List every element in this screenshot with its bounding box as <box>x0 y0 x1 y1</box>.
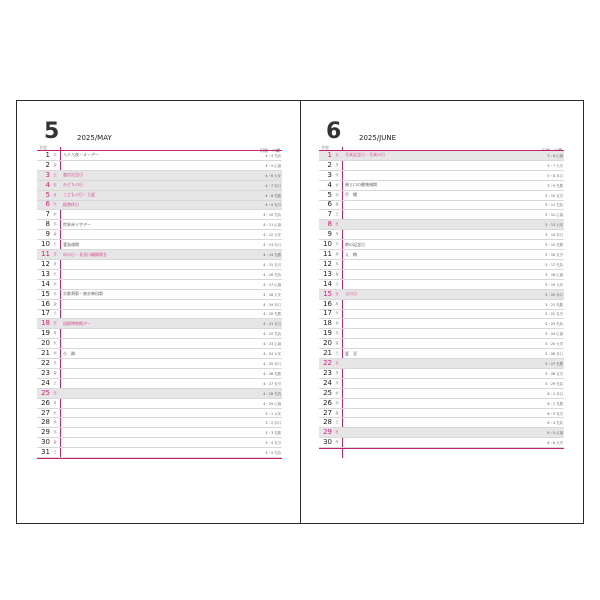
day-row <box>37 428 282 438</box>
lunar-rokuyo: 5・23 先負 <box>545 322 563 327</box>
lunar-rokuyo: 4・6 大安 <box>265 173 281 178</box>
day-number: 23 <box>41 368 50 377</box>
day-number: 16 <box>41 299 50 308</box>
day-number: 27 <box>323 408 332 417</box>
day-number: 3 <box>45 170 50 179</box>
day-note: 時の記念日 <box>345 241 365 247</box>
lunar-rokuyo: 5・4 友引 <box>265 441 281 446</box>
lunar-rokuyo: 5・12 仏滅 <box>545 213 563 218</box>
day-row <box>37 438 282 448</box>
weekday: 木 <box>335 400 339 405</box>
lunar-rokuyo: 4・5 仏滅 <box>265 163 281 168</box>
day-number: 10 <box>323 240 332 249</box>
month-label: 2025/MAY <box>77 134 112 142</box>
lunar-rokuyo: 5・9 先勝 <box>547 183 563 188</box>
lunar-rokuyo: 5・13 大安 <box>545 223 563 228</box>
lunar-rokuyo: 4・24 大安 <box>263 352 281 357</box>
day-row <box>319 171 564 181</box>
lunar-rokuyo: 4・15 友引 <box>263 262 281 267</box>
day-row <box>37 250 282 260</box>
schedule-header-label: 予定 <box>321 145 329 150</box>
weekday: 水 <box>335 182 339 187</box>
day-number: 15 <box>41 289 50 298</box>
lunar-rokuyo: 4・22 先負 <box>263 332 281 337</box>
lunar-rokuyo: 4・17 仏滅 <box>263 282 281 287</box>
day-list <box>37 151 282 458</box>
weekday: 木 <box>53 152 57 157</box>
day-number: 17 <box>323 309 332 318</box>
lunar-rokuyo: 6・5 仏滅 <box>547 431 563 436</box>
weekday: 水 <box>53 212 57 217</box>
day-number: 24 <box>41 378 50 387</box>
lunar-rokuyo: 5・1 大安 <box>265 411 281 416</box>
day-number: 26 <box>41 398 50 407</box>
lunar-rokuyo: 4・11 仏滅 <box>263 223 281 228</box>
lunar-rokuyo: 4・25 赤口 <box>263 361 281 366</box>
day-number: 20 <box>41 339 50 348</box>
day-number: 6 <box>327 200 332 209</box>
lunar-rokuyo: 4・29 仏滅 <box>263 401 281 406</box>
day-row <box>37 399 282 409</box>
lunar-rokuyo: 5・22 友引 <box>545 312 563 317</box>
day-row <box>37 290 282 300</box>
weekday: 火 <box>335 311 339 316</box>
day-row <box>319 240 564 250</box>
day-number: 31 <box>41 448 50 457</box>
weekday: 金 <box>335 410 339 415</box>
day-number: 3 <box>327 170 332 179</box>
day-row <box>37 389 282 399</box>
weekday: 火 <box>335 242 339 247</box>
day-note: 振替休日 <box>63 201 79 207</box>
day-number: 11 <box>41 250 50 259</box>
weekday: 水 <box>53 420 57 425</box>
lunar-rokuyo: 6・3 友引 <box>547 411 563 416</box>
weekday: 土 <box>53 380 57 385</box>
lunar-rokuyo: 4・23 仏滅 <box>263 342 281 347</box>
day-note: 愛鳥週間 <box>63 241 79 247</box>
day-number: 7 <box>45 210 50 219</box>
planner-spread <box>16 100 584 524</box>
day-number: 26 <box>323 398 332 407</box>
weekday: 土 <box>335 281 339 286</box>
day-row <box>319 161 564 171</box>
day-number: 8 <box>327 220 332 229</box>
day-number: 19 <box>323 329 332 338</box>
day-row <box>319 409 564 419</box>
month-number: 5 <box>44 119 59 144</box>
lunar-rokuyo: 5・3 先勝 <box>265 431 281 436</box>
lunar-rokuyo: 4・27 友引 <box>263 381 281 386</box>
weekday: 金 <box>53 301 57 306</box>
day-row <box>319 418 564 428</box>
day-number: 20 <box>323 339 332 348</box>
day-number: 24 <box>323 378 332 387</box>
day-number: 7 <box>327 210 332 219</box>
footer-rule <box>37 458 282 459</box>
weekday: 日 <box>335 222 339 227</box>
day-row <box>319 329 564 339</box>
day-number: 4 <box>45 180 50 189</box>
day-number: 10 <box>41 240 50 249</box>
weekday: 水 <box>335 390 339 395</box>
day-number: 22 <box>323 358 332 367</box>
day-note: 父の日 <box>345 291 357 297</box>
weekday: 土 <box>53 242 57 247</box>
day-row <box>37 260 282 270</box>
day-row <box>319 270 564 280</box>
weekday: 木 <box>335 192 339 197</box>
day-row <box>37 210 282 220</box>
day-note: 小 満 <box>63 350 75 356</box>
lunar-rokuyo: 4・13 赤口 <box>263 243 281 248</box>
day-number: 27 <box>41 408 50 417</box>
lunar-rokuyo: 4・4 先負 <box>265 153 281 158</box>
day-number: 5 <box>45 190 50 199</box>
day-row <box>37 329 282 339</box>
day-number: 14 <box>41 279 50 288</box>
weekday: 月 <box>53 261 57 266</box>
day-number: 22 <box>41 358 50 367</box>
day-note: 母の日・長良川鵜飼開き <box>63 251 107 257</box>
day-note: こどもの日・立夏 <box>63 192 95 198</box>
weekday: 水 <box>53 281 57 286</box>
weekday: 木 <box>53 360 57 365</box>
lunar-rokuyo: 6・2 先勝 <box>547 401 563 406</box>
day-note: 歯と口の健康週間 <box>345 182 377 188</box>
day-row <box>319 151 564 161</box>
day-row <box>319 181 564 191</box>
lunar-rokuyo: 5・2 赤口 <box>265 421 281 426</box>
day-note: 写真記念日・写真の日 <box>345 152 385 158</box>
weekday: 日 <box>53 390 57 395</box>
weekday: 月 <box>335 232 339 237</box>
day-number: 14 <box>323 279 332 288</box>
day-number: 28 <box>41 418 50 427</box>
day-number: 6 <box>45 200 50 209</box>
weekday: 土 <box>335 212 339 217</box>
schedule-header-label: 予定 <box>39 145 47 150</box>
day-note: 国際博物館デー <box>63 320 91 326</box>
day-row <box>37 240 282 250</box>
lunar-rokuyo: 4・10 先負 <box>263 213 281 218</box>
day-note: 入 梅 <box>345 251 357 257</box>
day-number: 21 <box>323 349 332 358</box>
weekday: 日 <box>335 152 339 157</box>
day-note: みどりの日 <box>63 182 83 188</box>
lunar-rokuyo: 4・21 友引 <box>263 322 281 327</box>
day-number: 1 <box>327 150 332 159</box>
weekday: 月 <box>53 192 57 197</box>
lunar-rokuyo: 5・21 先勝 <box>545 302 563 307</box>
weekday: 火 <box>53 341 57 346</box>
day-row <box>319 349 564 359</box>
day-row <box>319 319 564 329</box>
day-row <box>319 260 564 270</box>
day-row <box>319 399 564 409</box>
lunar-rokuyo: 5・6 仏滅 <box>547 153 563 158</box>
day-number: 23 <box>323 368 332 377</box>
lunar-rokuyo: 5・28 友引 <box>545 371 563 376</box>
weekday: 木 <box>335 261 339 266</box>
weekday: 金 <box>335 341 339 346</box>
day-number: 30 <box>41 438 50 447</box>
lunar-rokuyo: 4・19 赤口 <box>263 302 281 307</box>
day-row <box>37 300 282 310</box>
day-row <box>37 171 282 181</box>
day-row <box>319 379 564 389</box>
weekday: 土 <box>335 351 339 356</box>
weekday: 月 <box>335 301 339 306</box>
day-number: 12 <box>323 259 332 268</box>
weekday: 日 <box>53 252 57 257</box>
lunar-rokuyo: 4・18 大安 <box>263 292 281 297</box>
weekday: 木 <box>53 291 57 296</box>
weekday: 火 <box>53 410 57 415</box>
lunar-rokuyo: 5・26 赤口 <box>545 352 563 357</box>
day-row <box>37 359 282 369</box>
lunar-rokuyo: 4・9 友引 <box>265 203 281 208</box>
day-number: 5 <box>327 190 332 199</box>
weekday: 金 <box>53 232 57 237</box>
day-note: 憲法記念日 <box>63 172 83 178</box>
lunar-rokuyo: 5・29 先負 <box>545 381 563 386</box>
day-row <box>319 280 564 290</box>
day-note: 芒 種 <box>345 192 357 198</box>
day-row <box>319 191 564 201</box>
day-number: 15 <box>323 289 332 298</box>
day-number: 30 <box>323 438 332 447</box>
day-number: 28 <box>323 418 332 427</box>
day-row <box>37 181 282 191</box>
footer-rule <box>319 448 564 449</box>
lunar-rokuyo: 4・12 大安 <box>263 233 281 238</box>
day-row <box>319 359 564 369</box>
day-row <box>37 369 282 379</box>
day-number: 17 <box>41 309 50 318</box>
month-label: 2025/JUNE <box>359 134 397 142</box>
weekday: 木 <box>53 222 57 227</box>
weekday: 火 <box>53 202 57 207</box>
weekday: 日 <box>335 430 339 435</box>
day-row <box>319 250 564 260</box>
day-row <box>37 379 282 389</box>
lunar-rokuyo: 4・26 先勝 <box>263 371 281 376</box>
weekday: 月 <box>335 370 339 375</box>
weekday: 月 <box>335 162 339 167</box>
weekday: 月 <box>335 440 339 445</box>
lunar-rokuyo: 5・16 友引 <box>545 253 563 258</box>
day-number: 4 <box>327 180 332 189</box>
lunar-rokuyo: 4・16 先負 <box>263 272 281 277</box>
day-row <box>37 201 282 211</box>
day-row <box>319 339 564 349</box>
weekday: 水 <box>335 321 339 326</box>
day-number: 16 <box>323 299 332 308</box>
lunar-rokuyo: 5・27 先勝 <box>545 361 563 366</box>
day-row <box>37 310 282 320</box>
month-number: 6 <box>326 119 341 144</box>
lunar-rokuyo: 5・15 先勝 <box>545 243 563 248</box>
day-number: 18 <box>323 319 332 328</box>
day-note: 夏 至 <box>345 350 357 356</box>
day-row <box>37 319 282 329</box>
lunar-rokuyo: 5・20 赤口 <box>545 292 563 297</box>
day-row <box>319 369 564 379</box>
day-row <box>37 191 282 201</box>
lunar-rokuyo: 6・4 先負 <box>547 421 563 426</box>
lunar-rokuyo: 6・6 大安 <box>547 441 563 446</box>
weekday: 金 <box>53 162 57 167</box>
day-note: 京都葵祭・東京神田祭 <box>63 291 103 297</box>
day-row <box>319 438 564 448</box>
weekday: 土 <box>53 450 57 455</box>
day-row <box>319 210 564 220</box>
lunar-rokuyo: 6・1 赤口 <box>547 391 563 396</box>
day-number: 18 <box>41 319 50 328</box>
lunar-rokuyo: 4・14 先勝 <box>263 253 281 258</box>
weekday: 水 <box>53 351 57 356</box>
day-row <box>319 290 564 300</box>
day-row <box>37 280 282 290</box>
day-row <box>319 220 564 230</box>
day-row <box>37 151 282 161</box>
day-number: 2 <box>45 160 50 169</box>
day-row <box>37 409 282 419</box>
weekday: 木 <box>335 331 339 336</box>
lunar-rokuyo: 4・28 先負 <box>263 391 281 396</box>
page-june <box>319 101 564 525</box>
weekday: 土 <box>335 420 339 425</box>
day-row <box>37 418 282 428</box>
day-row <box>319 300 564 310</box>
lunar-rokuyo: 5・25 大安 <box>545 342 563 347</box>
lunar-rokuyo: 5・14 赤口 <box>545 233 563 238</box>
day-number: 11 <box>323 250 332 259</box>
day-row <box>319 230 564 240</box>
day-number: 2 <box>327 160 332 169</box>
day-row <box>37 339 282 349</box>
lunar-rokuyo: 4・7 赤口 <box>265 183 281 188</box>
day-row <box>37 220 282 230</box>
day-number: 13 <box>41 269 50 278</box>
lunar-rokuyo: 5・5 先負 <box>265 451 281 456</box>
weekday: 火 <box>53 271 57 276</box>
day-number: 29 <box>41 428 50 437</box>
day-row <box>319 201 564 211</box>
lunar-rokuyo: 5・11 先負 <box>545 203 563 208</box>
lunar-rokuyo: 5・8 赤口 <box>547 173 563 178</box>
day-number: 9 <box>45 230 50 239</box>
weekday: 火 <box>335 172 339 177</box>
weekday: 日 <box>335 291 339 296</box>
weekday: 金 <box>335 271 339 276</box>
day-number: 13 <box>323 269 332 278</box>
lunar-rokuyo: 4・20 先勝 <box>263 312 281 317</box>
weekday: 火 <box>335 380 339 385</box>
weekday: 日 <box>53 321 57 326</box>
day-number: 25 <box>41 388 50 397</box>
day-number: 19 <box>41 329 50 338</box>
lunar-rokuyo: 5・24 仏滅 <box>545 332 563 337</box>
lunar-rokuyo: 4・8 先勝 <box>265 193 281 198</box>
day-row <box>37 270 282 280</box>
day-row <box>37 448 282 458</box>
weekday: 日 <box>335 360 339 365</box>
lunar-rokuyo: 5・10 友引 <box>545 193 563 198</box>
weekday: 日 <box>53 182 57 187</box>
page-may <box>37 101 282 525</box>
weekday: 金 <box>53 370 57 375</box>
day-row <box>37 230 282 240</box>
spine-divider <box>300 101 301 523</box>
day-number: 25 <box>323 388 332 397</box>
weekday: 月 <box>53 331 57 336</box>
day-row <box>37 349 282 359</box>
lunar-rokuyo: 5・18 仏滅 <box>545 272 563 277</box>
day-row <box>319 310 564 320</box>
weekday: 月 <box>53 400 57 405</box>
day-row <box>319 428 564 438</box>
weekday: 金 <box>335 202 339 207</box>
weekday: 水 <box>335 252 339 257</box>
lunar-rokuyo: 5・17 先負 <box>545 262 563 267</box>
day-row <box>319 389 564 399</box>
day-number: 8 <box>45 220 50 229</box>
day-number: 9 <box>327 230 332 239</box>
day-number: 1 <box>45 150 50 159</box>
day-row <box>37 161 282 171</box>
day-note: 世界赤十字デー <box>63 221 91 227</box>
lunar-rokuyo: 5・7 大安 <box>547 163 563 168</box>
day-list <box>319 151 564 448</box>
day-number: 21 <box>41 349 50 358</box>
day-number: 12 <box>41 259 50 268</box>
lunar-rokuyo: 5・19 大安 <box>545 282 563 287</box>
weekday: 土 <box>53 172 57 177</box>
weekday: 土 <box>53 311 57 316</box>
day-note: 八十八夜・メーデー <box>63 152 99 158</box>
weekday: 木 <box>53 430 57 435</box>
day-number: 29 <box>323 428 332 437</box>
weekday: 金 <box>53 440 57 445</box>
